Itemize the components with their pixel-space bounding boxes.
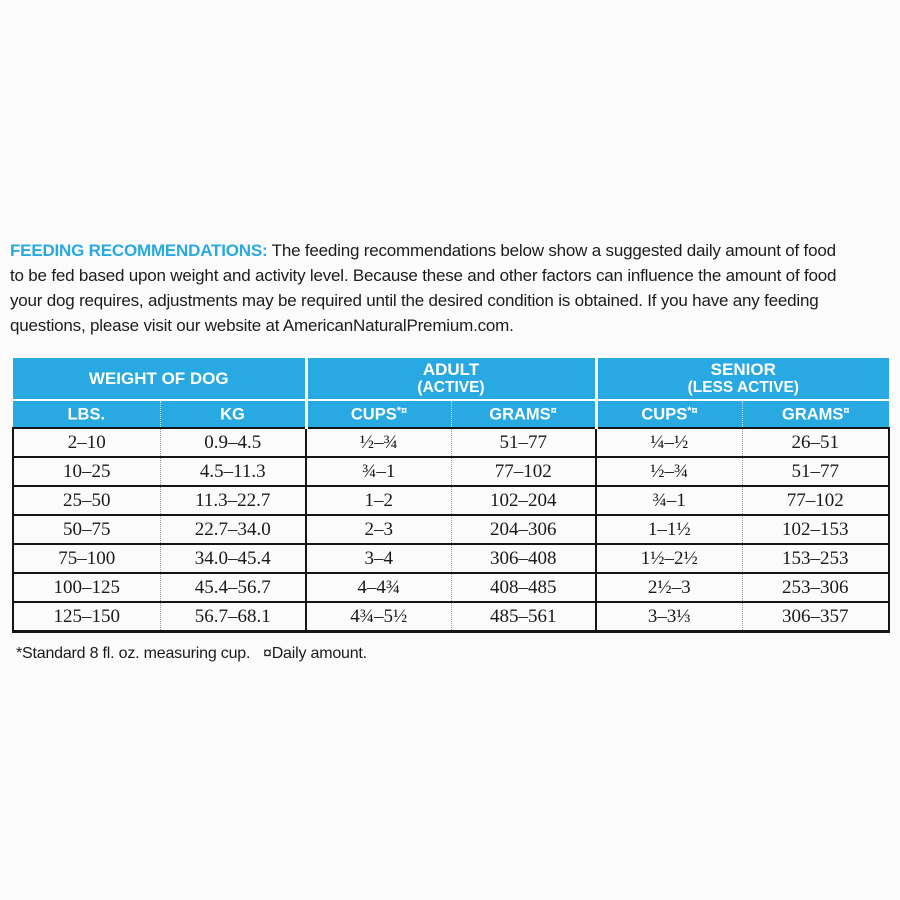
column-header-lbs: LBS. [13,400,160,428]
table-row [13,602,889,632]
cell-lbs: 50–75 [13,515,160,544]
intro-line-4: questions, please visit our website at AmericanNaturalPremium.com. [10,316,514,335]
cell-lbs: 125–150 [13,602,160,632]
cell-lbs: 10–25 [13,457,160,486]
cell-kg: 4.5–11.3 [160,457,306,486]
intro-line-1 [10,238,836,263]
column-header-adult-cups: CUPS*¤ [306,400,451,428]
table-row [13,544,889,573]
cell-lbs: 100–125 [13,573,160,602]
cell-lbs: 2–10 [13,428,160,457]
group-subtitle: (LESS ACTIVE) [687,379,799,396]
cell-adult-grams: 204–306 [451,515,596,544]
cell-adult-cups: ¾–1 [306,457,451,486]
table-row [13,573,889,602]
cell-senior-cups: 3–3⅓ [596,602,742,632]
table-row [13,486,889,515]
cell-kg: 22.7–34.0 [160,515,306,544]
footnote-measuring-cup: *Standard 8 fl. oz. measuring cup. [16,645,251,662]
cell-kg: 0.9–4.5 [160,428,306,457]
column-header-senior-grams: GRAMS¤ [742,400,889,428]
intro-line-1-text: The feeding recommendations below show a suggested daily amount of food [267,241,836,260]
cell-lbs: 75–100 [13,544,160,573]
cell-senior-cups: 1–1½ [596,515,742,544]
group-header-senior [596,358,889,400]
cell-adult-grams: 485–561 [451,602,596,632]
footnotes [0,645,900,669]
column-header-kg: KG [160,400,306,428]
intro-line-3: your dog requires, adjustments may be required until the desired condition is obtained. If you have any feeding [10,291,819,310]
cell-kg: 11.3–22.7 [160,486,306,515]
intro-line-2: to be fed based upon weight and activity level. Because these and other factors can influence the amount of food [10,266,837,285]
cell-adult-cups: ½–¾ [306,428,451,457]
table-column-header-row [13,400,889,428]
cell-adult-grams: 77–102 [451,457,596,486]
cell-adult-cups: 4¾–5½ [306,602,451,632]
column-header-sup: ¤ [550,404,557,417]
cell-lbs: 25–50 [13,486,160,515]
cell-adult-cups: 4–4¾ [306,573,451,602]
group-subtitle: (ACTIVE) [417,379,485,396]
cell-senior-grams: 26–51 [742,428,889,457]
cell-senior-grams: 77–102 [742,486,889,515]
table-row [13,428,889,457]
group-title: SENIOR [710,360,776,379]
cell-adult-grams: 102–204 [451,486,596,515]
cell-senior-cups: 1½–2½ [596,544,742,573]
cell-kg: 34.0–45.4 [160,544,306,573]
group-header-adult [306,358,596,400]
cell-senior-grams: 51–77 [742,457,889,486]
cell-senior-grams: 306–357 [742,602,889,632]
cell-adult-cups: 1–2 [306,486,451,515]
feeding-table [12,358,890,633]
cell-kg: 56.7–68.1 [160,602,306,632]
group-header-weight-of-dog [13,358,306,400]
cell-senior-cups: ¼–½ [596,428,742,457]
column-header-sup: ¤ [843,404,850,417]
cell-adult-cups: 2–3 [306,515,451,544]
group-title: ADULT [422,360,480,379]
cell-senior-cups: 2½–3 [596,573,742,602]
column-header-adult-grams: GRAMS¤ [451,400,596,428]
group-title: WEIGHT OF DOG [88,369,229,388]
cell-adult-grams: 306–408 [451,544,596,573]
cell-adult-grams: 51–77 [451,428,596,457]
table-group-header-row [13,358,889,400]
cell-senior-grams: 153–253 [742,544,889,573]
column-header-sup: *¤ [396,404,408,417]
cell-senior-cups: ¾–1 [596,486,742,515]
footnote-daily-amount: ¤Daily amount. [263,645,367,662]
cell-senior-grams: 102–153 [742,515,889,544]
table-row [13,515,889,544]
column-header-senior-cups: CUPS*¤ [596,400,742,428]
feeding-recommendations-heading: FEEDING RECOMMENDATIONS: [10,241,268,260]
intro-paragraph [10,238,836,338]
cell-senior-grams: 253–306 [742,573,889,602]
column-header-sup: *¤ [687,404,698,417]
cell-senior-cups: ½–¾ [596,457,742,486]
table-row [13,457,889,486]
cell-adult-grams: 408–485 [451,573,596,602]
cell-adult-cups: 3–4 [306,544,451,573]
cell-kg: 45.4–56.7 [160,573,306,602]
